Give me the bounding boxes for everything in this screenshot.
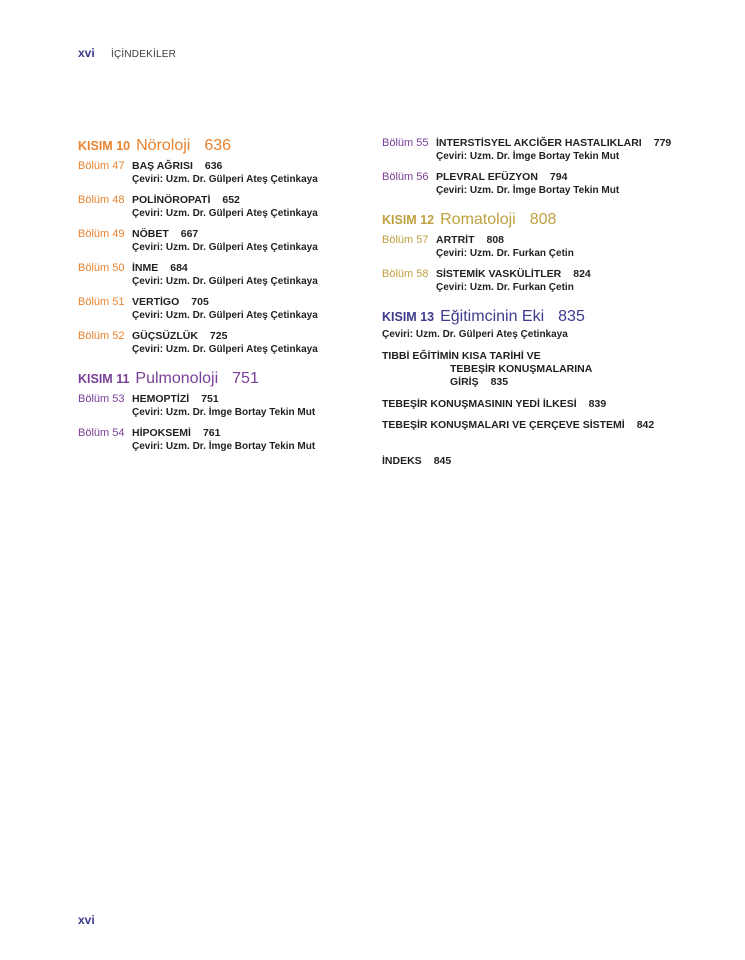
chapter-title: POLİNÖROPATİ (132, 194, 211, 206)
chapter-label: Bölüm 48 (78, 194, 125, 206)
running-header (78, 46, 176, 60)
part-label: KISIM 12 (382, 213, 435, 227)
chapter-translator: Çeviri: Uzm. Dr. İmge Bortay Tekin Mut (132, 441, 316, 452)
chapter-label: Bölüm 53 (78, 393, 125, 405)
chapter-title: HEMOPTİZİ (132, 393, 190, 405)
header-page-number: xvi (78, 46, 95, 60)
chapter-title: NÖBET (132, 228, 169, 240)
history-page: 835 (490, 376, 509, 388)
chapter-translator: Çeviri: Uzm. Dr. Furkan Çetin (436, 282, 574, 293)
chapter-label: Bölüm 57 (382, 234, 429, 246)
chapter-label: Bölüm 58 (382, 268, 429, 280)
chapter-translator: Çeviri: Uzm. Dr. İmge Bortay Tekin Mut (132, 407, 316, 418)
chapter-translator: Çeviri: Uzm. Dr. Gülperi Ateş Çetinkaya (132, 242, 318, 253)
entry-page: 842 (636, 419, 655, 431)
part-name: Romatoloji (440, 211, 516, 228)
part-label: KISIM 13 (382, 310, 435, 324)
chapter-55 (382, 137, 702, 162)
chapter-title: SİSTEMİK VASKÜLİTLER (436, 268, 562, 280)
chapter-56 (382, 171, 702, 196)
chapter-51 (78, 296, 358, 321)
chapter-page: 751 (201, 393, 219, 405)
chapter-title: BAŞ AĞRISI (132, 160, 193, 172)
chapter-49 (78, 228, 358, 253)
history-line-2: TEBEŞİR KONUŞMALARINA (450, 363, 593, 375)
chapter-label: Bölüm 49 (78, 228, 125, 240)
chapter-47 (78, 160, 358, 185)
chapter-50 (78, 262, 358, 287)
history-entry (382, 350, 702, 389)
history-line-3: GİRİŞ (450, 376, 479, 388)
part-13-heading (382, 308, 702, 326)
chapter-label: Bölüm 56 (382, 171, 429, 183)
chapter-page: 794 (549, 171, 568, 183)
part-page: 835 (558, 308, 585, 325)
chapter-52 (78, 330, 358, 355)
chapter-translator: Çeviri: Uzm. Dr. Gülperi Ateş Çetinkaya (132, 208, 318, 219)
part-name: Pulmonoloji (135, 370, 219, 387)
part-label: KISIM 11 (78, 372, 130, 386)
header-title: İÇİNDEKİLER (111, 49, 176, 60)
chapter-translator: Çeviri: Uzm. Dr. Furkan Çetin (436, 248, 574, 259)
chapter-page: 636 (204, 160, 223, 172)
chapter-page: 652 (222, 194, 240, 206)
part-page: 751 (232, 370, 259, 387)
toc-left-column (78, 137, 358, 461)
chapter-page: 761 (202, 427, 221, 439)
chapter-page: 705 (191, 296, 209, 308)
chapter-48 (78, 194, 358, 219)
chapter-54 (78, 427, 358, 452)
entry-title: İNDEKS (382, 455, 422, 467)
part-13-translator: Çeviri: Uzm. Dr. Gülperi Ateş Çetinkaya (382, 329, 568, 340)
chapter-title: VERTİGO (132, 296, 180, 308)
part-11-heading (78, 370, 358, 388)
entry-title: TEBEŞİR KONUŞMASININ YEDİ İLKESİ (382, 398, 577, 410)
footer-page-number: xvi (78, 913, 95, 927)
part-10-heading (78, 137, 358, 155)
chapter-page: 808 (486, 234, 505, 246)
history-line-3-row (450, 376, 702, 389)
chapter-page: 824 (573, 268, 591, 280)
part-page: 808 (529, 211, 557, 228)
chapter-translator: Çeviri: Uzm. Dr. İmge Bortay Tekin Mut (436, 185, 620, 196)
chapter-title: İNTERSTİSYEL AKCİĞER HASTALIKLARI (436, 137, 642, 149)
part-name: Eğitimcinin Eki (440, 308, 545, 325)
part-name: Nöroloji (136, 137, 191, 154)
entry-page: 845 (433, 455, 452, 467)
chapter-translator: Çeviri: Uzm. Dr. Gülperi Ateş Çetinkaya (132, 276, 318, 287)
chapter-title: HİPOKSEMİ (132, 427, 191, 439)
chapter-label: Bölüm 55 (382, 137, 429, 149)
entry-page: 839 (588, 398, 607, 410)
chapter-page: 667 (180, 228, 199, 240)
entry-title: TEBEŞİR KONUŞMALARI VE ÇERÇEVE SİSTEMİ (382, 419, 625, 431)
index-entry (382, 455, 702, 467)
chapter-label: Bölüm 54 (78, 427, 125, 439)
chapter-label: Bölüm 52 (78, 330, 125, 342)
chapter-translator: Çeviri: Uzm. Dr. Gülperi Ateş Çetinkaya (132, 344, 318, 355)
chapter-translator: Çeviri: Uzm. Dr. İmge Bortay Tekin Mut (436, 151, 620, 162)
seven-principles-entry (382, 398, 702, 410)
chapter-title: İNME (132, 262, 159, 274)
chapter-page: 684 (170, 262, 188, 274)
frame-system-entry (382, 419, 702, 431)
chapter-page: 725 (209, 330, 228, 342)
chapter-label: Bölüm 47 (78, 160, 125, 172)
chapter-title: PLEVRAL EFÜZYON (436, 171, 538, 183)
chapter-57 (382, 234, 702, 259)
history-line-1: TIBBİ EĞİTİMİN KISA TARİHİ VE (382, 350, 541, 362)
chapter-translator: Çeviri: Uzm. Dr. Gülperi Ateş Çetinkaya (132, 174, 318, 185)
chapter-title: GÜÇSÜZLÜK (132, 330, 198, 342)
chapter-label: Bölüm 51 (78, 296, 125, 308)
chapter-translator: Çeviri: Uzm. Dr. Gülperi Ateş Çetinkaya (132, 310, 318, 321)
toc-right-column (382, 137, 702, 476)
chapter-58 (382, 268, 702, 293)
part-page: 636 (204, 137, 232, 154)
part-12-heading (382, 211, 702, 229)
chapter-label: Bölüm 50 (78, 262, 125, 274)
chapter-page: 779 (653, 137, 672, 149)
chapter-53 (78, 393, 358, 418)
part-label: KISIM 10 (78, 139, 131, 153)
chapter-title: ARTRİT (436, 234, 475, 246)
